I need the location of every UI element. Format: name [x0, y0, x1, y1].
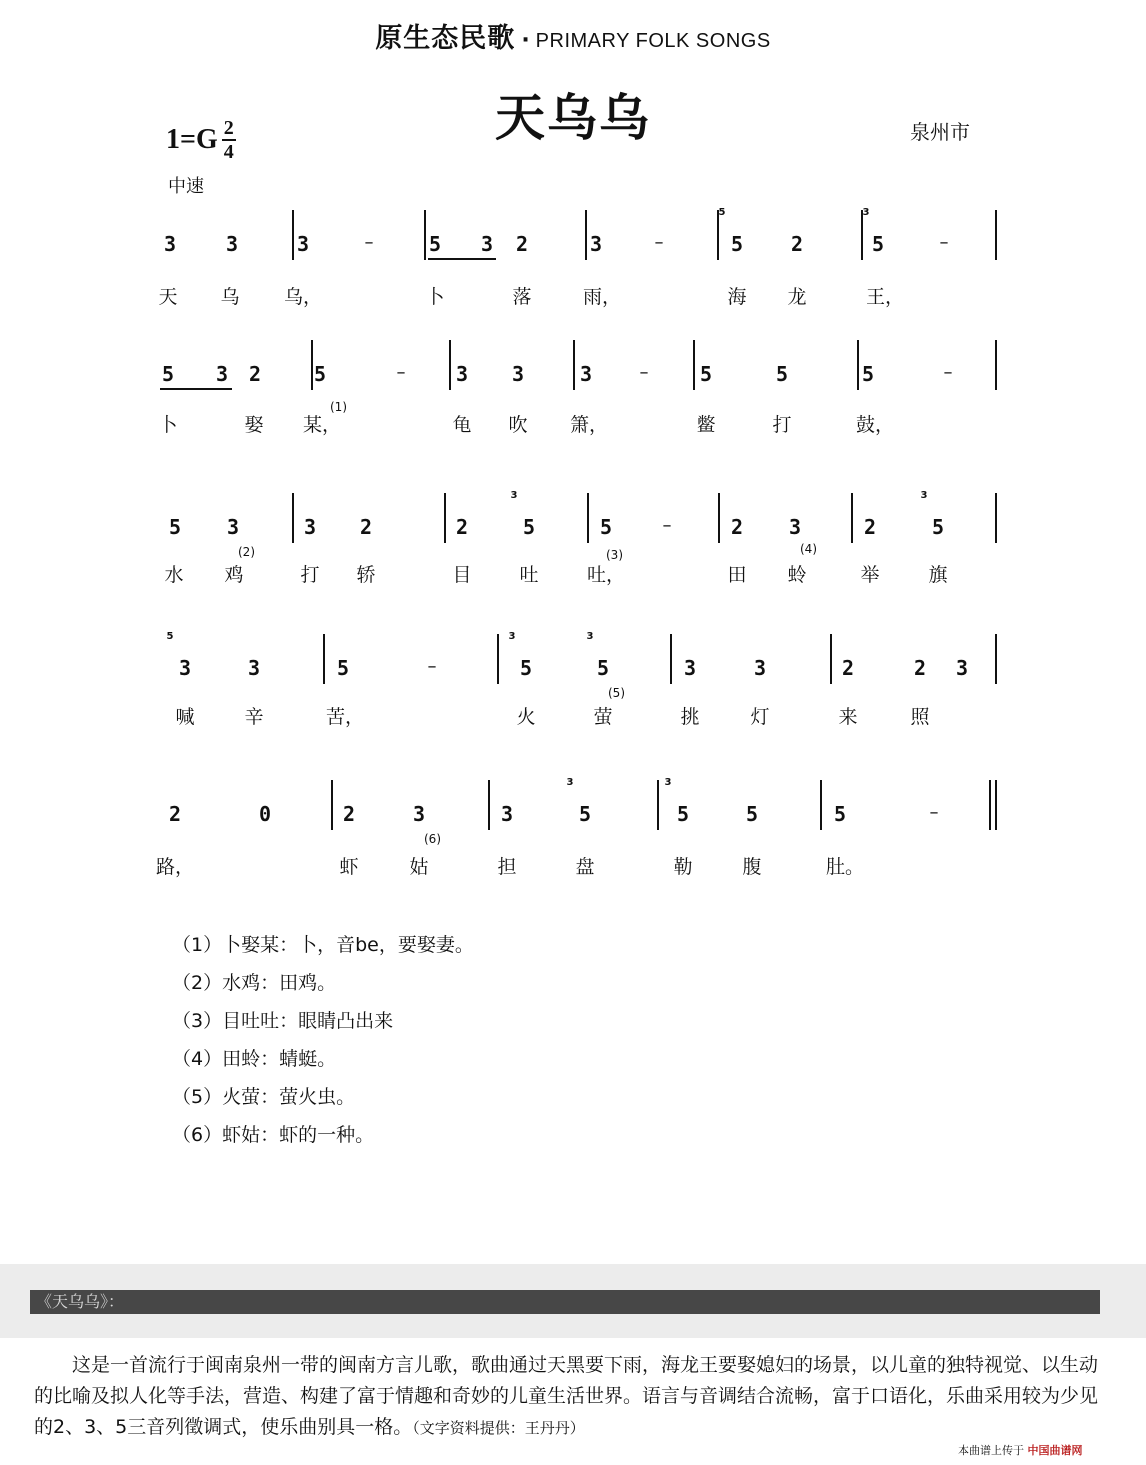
bar-line	[587, 493, 589, 543]
lyric-syllable: 田	[727, 564, 747, 586]
intro-paragraph	[34, 1350, 1114, 1444]
lyric-syllable: 卜	[425, 286, 445, 308]
dash: –	[654, 232, 664, 253]
lyric-syllable: 天	[158, 286, 178, 308]
note: 3	[178, 656, 192, 680]
grace-note: 3	[862, 207, 870, 218]
bar-line	[693, 340, 695, 390]
note: 3	[511, 362, 525, 386]
beam-underline	[160, 388, 232, 390]
note: 5	[428, 232, 442, 256]
lyric-syllable: 水	[164, 564, 184, 586]
note: 3	[412, 802, 426, 826]
lyric-syllable: 举	[860, 564, 880, 586]
footnotes	[172, 930, 474, 1158]
lyric-syllable: 吹	[508, 414, 528, 436]
dash: –	[929, 802, 939, 823]
note: 0	[258, 802, 272, 826]
footnote-6: （6）虾姑：虾的一种。	[172, 1124, 375, 1146]
lyric-syllable: 照	[910, 706, 930, 728]
note: 5	[519, 656, 533, 680]
lyric-syllable: 娶	[244, 414, 264, 436]
lyric-syllable: 姑	[409, 856, 429, 878]
footnote-4: （4）田蛉：蜻蜓。	[172, 1048, 337, 1070]
lyric-syllable: 雨，	[582, 286, 622, 308]
note: 2	[913, 656, 927, 680]
grace-note: 3	[920, 490, 928, 501]
lyric-syllable: 乌	[220, 286, 240, 308]
header-en: PRIMARY FOLK SONGS	[535, 30, 771, 52]
grace-note: 3	[566, 777, 574, 788]
grace-note: 3	[664, 777, 672, 788]
section-label: 《天乌乌》：	[36, 1292, 125, 1311]
lyric-syllable: 萤	[593, 706, 613, 728]
footer-site: 中国曲谱网	[1027, 1444, 1083, 1457]
lyric-syllable: 路，	[155, 856, 195, 878]
dash: –	[939, 232, 949, 253]
note: 5	[730, 232, 744, 256]
lyric-syllable: 吐	[519, 564, 539, 586]
footnote-mark: (2)	[238, 545, 255, 559]
note: 3	[247, 656, 261, 680]
note: 5	[596, 656, 610, 680]
note: 2	[515, 232, 529, 256]
intro-text: 这是一首流行于闽南泉州一带的闽南方言儿歌，歌曲通过天黑要下雨，海龙王要娶媳妇的场景，以儿童的独特视觉、以生动的比喻及拟人化等手法，营造、构建了富于情趣和奇妙的儿童生活世界。语言与音调结合流畅，富于口语化，乐曲采用较为少见的2、3、5三音列徵调式，使乐曲别具一格。	[34, 1354, 1099, 1438]
lyric-syllable: 目	[452, 564, 472, 586]
dash: –	[639, 362, 649, 383]
footnote-mark: (5)	[608, 686, 625, 700]
note: 5	[522, 515, 536, 539]
lyric-syllable: 勒	[673, 856, 693, 878]
bar-line	[718, 493, 720, 543]
lyric-syllable: 担	[497, 856, 517, 878]
lyric-syllable: 灯	[750, 706, 770, 728]
grace-note: 3	[508, 631, 516, 642]
note: 2	[359, 515, 373, 539]
dash: –	[943, 362, 953, 383]
footnote-3: （3）目吐吐：眼睛凸出来	[172, 1010, 394, 1032]
key-main: 1=G	[166, 124, 218, 155]
note: 3	[683, 656, 697, 680]
lyric-syllable: 箫，	[569, 414, 609, 436]
lyric-syllable: 苦，	[325, 706, 365, 728]
bar-line	[585, 210, 587, 260]
bar-line	[323, 634, 325, 684]
bar-line	[497, 634, 499, 684]
note: 2	[342, 802, 356, 826]
note: 5	[676, 802, 690, 826]
bar-line	[444, 493, 446, 543]
lyric-syllable: 喊	[175, 706, 195, 728]
bar-line	[670, 634, 672, 684]
dash: –	[396, 362, 406, 383]
grace-note: 5	[718, 207, 726, 218]
footnote-mark: (4)	[800, 542, 817, 556]
note: 3	[296, 232, 310, 256]
footnote-mark: (3)	[606, 548, 623, 562]
note: 3	[579, 362, 593, 386]
bar-line	[995, 634, 997, 684]
note: 3	[303, 515, 317, 539]
note: 5	[931, 515, 945, 539]
lyric-syllable: 挑	[680, 706, 700, 728]
bar-line	[331, 780, 333, 830]
note: 3	[225, 232, 239, 256]
lyric-syllable: 鼓，	[855, 414, 895, 436]
lyric-syllable: 旗	[928, 564, 948, 586]
upload-footer	[958, 1442, 1083, 1458]
lyric-syllable: 来	[838, 706, 858, 728]
note: 3	[788, 515, 802, 539]
note: 5	[578, 802, 592, 826]
footnote-mark: (6)	[424, 832, 441, 846]
lyric-syllable: 卜	[158, 414, 178, 436]
lyric-syllable: 打	[300, 564, 320, 586]
lyric-syllable: 打	[772, 414, 792, 436]
header-cn: 原生态民歌	[375, 23, 516, 54]
note: 3	[480, 232, 494, 256]
time-num: 2	[223, 117, 234, 139]
dash: –	[427, 656, 437, 677]
bar-line	[573, 340, 575, 390]
note: 2	[730, 515, 744, 539]
grace-note: 5	[166, 631, 174, 642]
note: 2	[248, 362, 262, 386]
section-bar	[30, 1290, 1100, 1314]
lyric-syllable: 腹	[742, 856, 762, 878]
bar-line	[820, 780, 822, 830]
bar-line	[995, 340, 997, 390]
lyric-syllable: 肚。	[825, 856, 865, 878]
note: 5	[599, 515, 613, 539]
note: 5	[745, 802, 759, 826]
note: 3	[500, 802, 514, 826]
tempo-label: 中速	[168, 176, 204, 197]
note: 3	[455, 362, 469, 386]
header-dot: ·	[521, 28, 530, 53]
lyric-syllable: 王，	[865, 286, 905, 308]
bar-line	[449, 340, 451, 390]
bar-line	[851, 493, 853, 543]
note: 5	[699, 362, 713, 386]
note: 2	[841, 656, 855, 680]
bar-line	[989, 780, 991, 830]
lyric-syllable: 鳖	[696, 414, 716, 436]
intro-credit: （文字资料提供：王丹丹）	[412, 1419, 585, 1437]
note: 5	[833, 802, 847, 826]
note: 5	[161, 362, 175, 386]
lyric-syllable: 火	[516, 706, 536, 728]
note: 5	[313, 362, 327, 386]
note: 3	[226, 515, 240, 539]
lyric-syllable: 盘	[575, 856, 595, 878]
note: 2	[863, 515, 877, 539]
note: 2	[455, 515, 469, 539]
note: 3	[215, 362, 229, 386]
bar-line	[995, 493, 997, 543]
note: 5	[871, 232, 885, 256]
lyric-syllable: 虾	[339, 856, 359, 878]
note: 5	[775, 362, 789, 386]
grace-note: 3	[586, 631, 594, 642]
lyric-syllable: 蛉	[787, 564, 807, 586]
bar-line	[292, 493, 294, 543]
bar-line	[995, 780, 997, 830]
region-label: 泉州市	[910, 120, 970, 144]
dash: –	[364, 232, 374, 253]
lyric-syllable: 吐，	[586, 564, 626, 586]
bar-line	[995, 210, 997, 260]
footnote-mark: (1)	[330, 400, 347, 414]
song-title: 天乌乌	[495, 89, 651, 147]
bar-line	[830, 634, 832, 684]
note: 2	[790, 232, 804, 256]
grace-note: 3	[510, 490, 518, 501]
bar-line	[292, 210, 294, 260]
footnote-1: （1）卜娶某：卜，音be，要娶妻。	[172, 934, 474, 956]
lyric-syllable: 海	[727, 286, 747, 308]
lyric-syllable: 落	[512, 286, 532, 308]
dash: –	[662, 515, 672, 536]
lyric-syllable: 鸡	[224, 564, 244, 586]
lyric-syllable: 龙	[787, 286, 807, 308]
footer-prefix: 本曲谱上传于	[958, 1444, 1024, 1457]
lyric-syllable: 辛	[244, 706, 264, 728]
bar-line	[657, 780, 659, 830]
bar-line	[424, 210, 426, 260]
note: 3	[589, 232, 603, 256]
footnote-5: （5）火萤：萤火虫。	[172, 1086, 356, 1108]
bar-line	[311, 340, 313, 390]
lyric-syllable: 某，	[302, 414, 342, 436]
note: 5	[861, 362, 875, 386]
beam-underline	[428, 258, 496, 260]
note: 5	[168, 515, 182, 539]
time-den: 4	[223, 141, 234, 163]
lyric-syllable: 轿	[356, 564, 376, 586]
lyric-syllable: 龟	[452, 414, 472, 436]
footnote-2: （2）水鸡：田鸡。	[172, 972, 337, 994]
lyric-syllable: 乌，	[283, 286, 323, 308]
note: 3	[753, 656, 767, 680]
note: 3	[955, 656, 969, 680]
note: 5	[336, 656, 350, 680]
note: 2	[168, 802, 182, 826]
bar-line	[857, 340, 859, 390]
note: 3	[163, 232, 177, 256]
bar-line	[488, 780, 490, 830]
